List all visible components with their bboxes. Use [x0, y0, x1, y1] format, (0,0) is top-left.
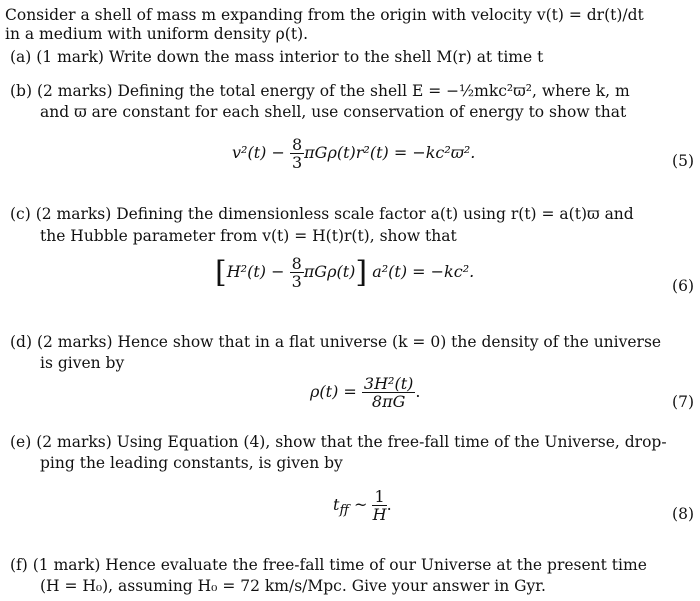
- part-b-line-2: and ϖ are constant for each shell, use conservation of energy to show that: [40, 103, 627, 121]
- eq6-g-term: πGρ(t): [303, 262, 356, 281]
- eq6-close-bracket: ]: [355, 255, 368, 290]
- eq6-h-term: H²(t) −: [226, 262, 290, 281]
- eq5-numerator: 8: [291, 135, 303, 154]
- equation-6: [215, 255, 474, 290]
- part-a: (a) (1 mark) Write down the mass interior to the shell M(r) at time t: [10, 48, 544, 66]
- eq8-tail: .: [386, 495, 392, 514]
- eq8-subscript: ff: [339, 503, 349, 519]
- equation-7: [310, 375, 420, 410]
- part-f-line-2: (H = H₀), assuming H₀ = 72 km/s/Mpc. Give your answer in Gyr.: [40, 577, 546, 595]
- part-c-line-1: (c) (2 marks) Defining the dimensionless scale factor a(t) using r(t) = a(t)ϖ and: [10, 205, 634, 223]
- eq7-tail: .: [415, 382, 421, 401]
- equation-5-number: (5): [672, 152, 694, 170]
- equation-8: [333, 488, 392, 523]
- eq7-numerator: 3H²(t): [363, 374, 414, 393]
- part-d-line-1: (d) (2 marks) Hence show that in a flat universe (k = 0) the density of the universe: [10, 333, 662, 351]
- eq5-rhs: πGρ(t)r²(t) = −kc²ϖ².: [304, 143, 476, 162]
- eq8-denominator: H: [372, 505, 387, 524]
- eq5-fraction: [290, 136, 304, 171]
- eq7-lhs: ρ(t) =: [310, 382, 362, 401]
- eq6-rhs: a²(t) = −kc².: [367, 262, 475, 281]
- eq6-fraction: [290, 255, 304, 290]
- equation-5: [232, 136, 475, 171]
- eq8-fraction: [372, 488, 386, 523]
- part-e-line-2: ping the leading constants, is given by: [40, 454, 343, 472]
- part-f-line-1: (f) (1 mark) Hence evaluate the free-fall time of our Universe at the present time: [10, 556, 647, 574]
- equation-6-number: (6): [672, 277, 694, 295]
- part-e-line-1: (e) (2 marks) Using Equation (4), show that the free-fall time of the Universe, drop-: [10, 433, 667, 451]
- part-b-line-1: (b) (2 marks) Defining the total energy of the shell E = −½mkc²ϖ², where k, m: [10, 82, 630, 100]
- eq8-lhs: t: [333, 495, 340, 514]
- eq7-denominator: 8πG: [371, 392, 406, 411]
- eq7-fraction: [362, 375, 415, 410]
- intro-line-2: in a medium with uniform density ρ(t).: [5, 25, 309, 43]
- eq8-sim: ~: [348, 495, 373, 514]
- equation-8-number: (8): [672, 505, 694, 523]
- part-c-line-2: the Hubble parameter from v(t) = H(t)r(t), show that: [40, 227, 457, 245]
- eq6-open-bracket: [: [215, 255, 227, 290]
- eq5-denominator: 3: [291, 153, 303, 172]
- equation-7-number: (7): [672, 393, 694, 411]
- part-d-line-2: is given by: [40, 354, 125, 372]
- intro-line-1: Consider a shell of mass m expanding from the origin with velocity v(t) = dr(t)/dt: [5, 6, 644, 24]
- eq6-numerator: 8: [291, 254, 302, 273]
- eq5-lhs: v²(t) −: [232, 143, 290, 162]
- eq6-denominator: 3: [291, 272, 302, 291]
- eq8-numerator: 1: [374, 487, 385, 506]
